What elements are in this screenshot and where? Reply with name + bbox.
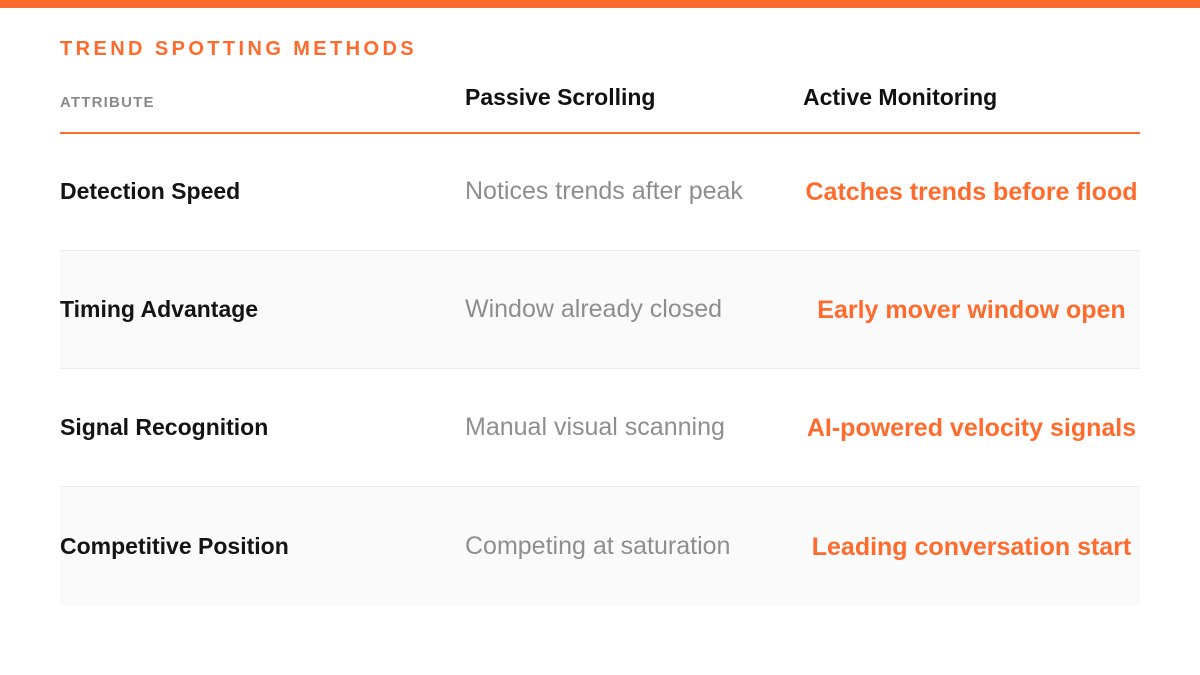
- row-active-value: AI-powered velocity signals: [806, 413, 1137, 442]
- table-row: [60, 133, 1140, 251]
- table-body: [60, 133, 1140, 606]
- table-row: [60, 369, 1140, 487]
- section-title: TREND SPOTTING METHODS: [60, 38, 418, 60]
- row-attribute: Competitive Position: [60, 533, 289, 559]
- top-accent-bar: [0, 0, 1200, 8]
- row-active-value: Catches trends before flood: [805, 177, 1138, 206]
- table-row: [60, 251, 1140, 369]
- row-attribute: Detection Speed: [60, 178, 241, 204]
- row-active-value: Leading conversation start: [811, 532, 1132, 561]
- header-active-monitoring: Active Monitoring: [803, 84, 998, 110]
- row-active-value: Early mover window open: [817, 295, 1126, 324]
- row-passive-value: Notices trends after peak: [465, 177, 743, 205]
- row-passive-value: Window already closed: [465, 295, 723, 323]
- header-attribute: ATTRIBUTE: [60, 94, 155, 111]
- row-attribute: Signal Recognition: [60, 414, 269, 440]
- row-passive-value: Manual visual scanning: [465, 413, 725, 441]
- row-passive-value: Competing at saturation: [465, 532, 731, 560]
- header-passive-scrolling: Passive Scrolling: [465, 84, 656, 110]
- row-attribute: Timing Advantage: [60, 296, 259, 322]
- table-row: [60, 487, 1140, 606]
- table-header: [60, 80, 1140, 134]
